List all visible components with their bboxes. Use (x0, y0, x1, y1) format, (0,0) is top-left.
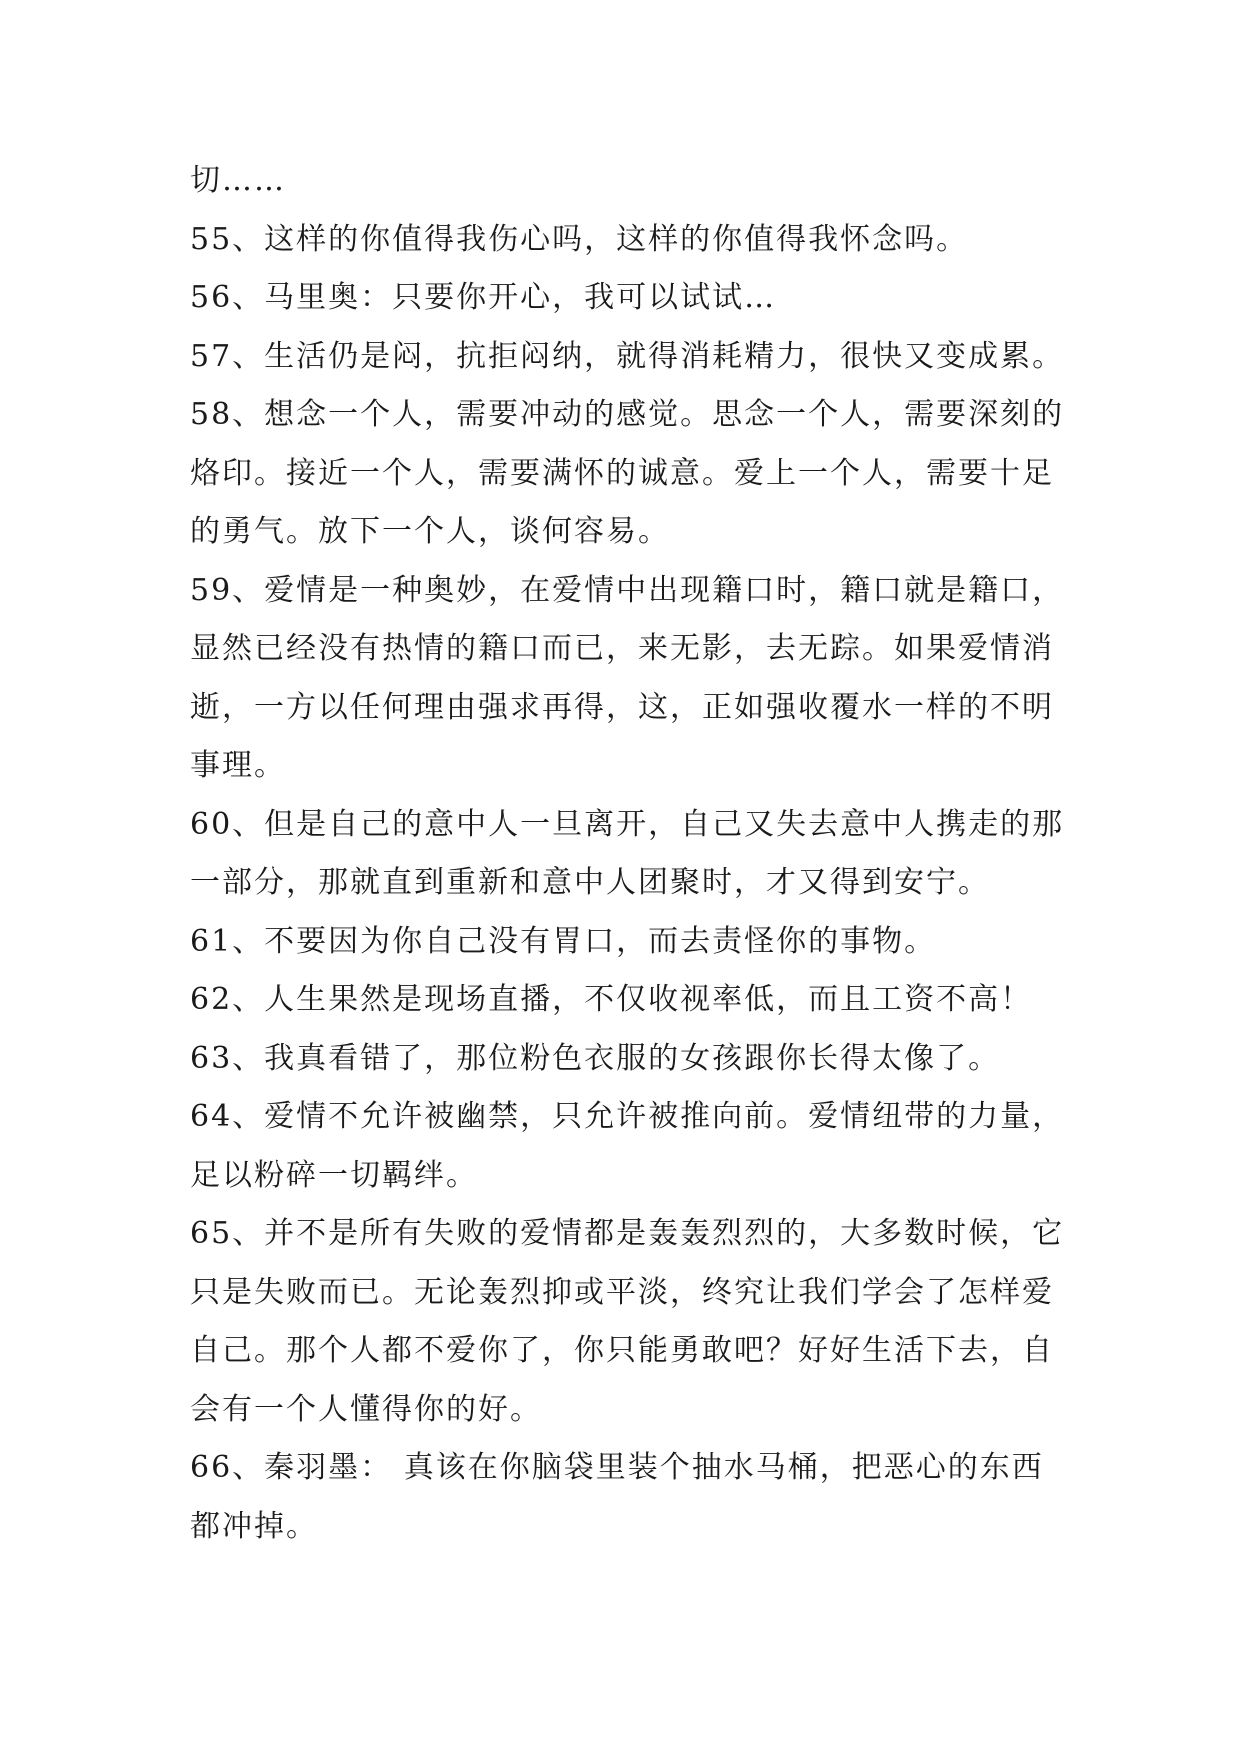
paragraph-59: 59、爱情是一种奥妙，在爱情中出现籍口时，籍口就是籍口，显然已经没有热情的籍口而已，来无影，去无踪。如果爱情消逝，一方以任何理由强求再得，这，正如强收覆水一样的不明事理。 (190, 572, 1065, 783)
paragraph-65: 65、并不是所有失败的爱情都是轰轰烈烈的，大多数时候，它只是失败而已。无论轰烈抑或平淡，终究让我们学会了怎样爱自己。那个人都不爱你了，你只能勇敢吧？好好生活下去，自会有一个人懂得你的好。 (190, 1216, 1065, 1427)
paragraph-continuation: 切…… (190, 163, 286, 198)
paragraph-62: 62、人生果然是现场直播，不仅收视率低，而且工资不高！ (190, 982, 1033, 1017)
paragraph-66: 66、秦羽墨： 真该在你脑袋里装个抽水马桶，把恶心的东西都冲掉。 (190, 1450, 1044, 1544)
paragraph-60: 60、但是自己的意中人一旦离开，自己又失去意中人携走的那一部分，那就直到重新和意中人团聚时，才又得到安宁。 (190, 806, 1065, 900)
paragraph-58: 58、想念一个人，需要冲动的感觉。思念一个人，需要深刻的烙印。接近一个人，需要满怀的诚意。爱上一个人，需要十足的勇气。放下一个人，谈何容易。 (190, 397, 1065, 549)
paragraph-56: 56、马里奥：只要你开心，我可以试试… (190, 280, 777, 315)
document-body (190, 152, 1070, 1556)
paragraph-57: 57、生活仍是闷，抗拒闷纳，就得消耗精力，很快又变成累。 (190, 338, 1065, 374)
paragraph-61: 61、不要因为你自己没有胃口，而去责怪你的事物。 (190, 923, 937, 959)
paragraph-64: 64、爱情不允许被幽禁，只允许被推向前。爱情纽带的力量，足以粉碎一切羁绊。 (190, 1099, 1065, 1193)
paragraph-55: 55、这样的你值得我伤心吗，这样的你值得我怀念吗。 (190, 221, 969, 257)
paragraph-63: 63、我真看错了，那位粉色衣服的女孩跟你长得太像了。 (190, 1040, 1001, 1076)
